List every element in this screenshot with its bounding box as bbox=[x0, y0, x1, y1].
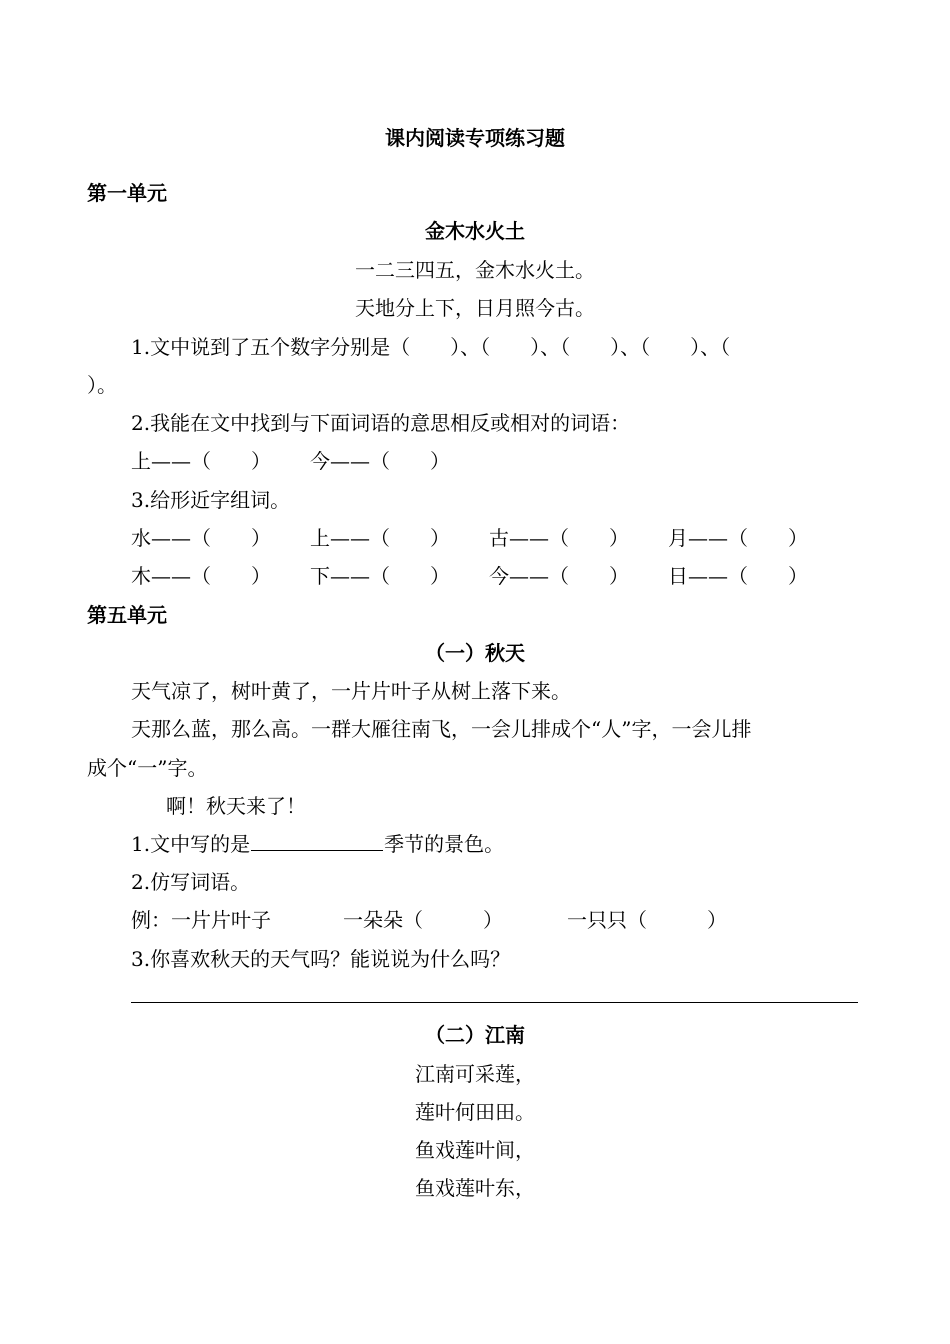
unit1-poem-line-2: 天地分上下，日月照今古。 bbox=[355, 296, 595, 320]
text1-paragraph-1: 天气凉了，树叶黄了，一片片叶子从树上落下来。 bbox=[131, 679, 571, 703]
answer-line bbox=[131, 1002, 858, 1003]
unit1-q3-row2-item-2: 下——（ ） bbox=[310, 564, 450, 588]
text1-question-1-prefix: 1.文中写的是 bbox=[131, 832, 251, 856]
text1-q2-item-2: 一只只（ ） bbox=[567, 908, 727, 932]
text1-paragraph-2-continued: 成个“一”字。 bbox=[87, 756, 208, 780]
unit1-q3-row2-item-4: 日——（ ） bbox=[668, 564, 808, 588]
text1-q2-example: 例：一片片叶子 bbox=[131, 908, 271, 932]
unit1-q3-row1-item-4: 月——（ ） bbox=[668, 526, 808, 550]
unit1-question-3: 3.给形近字组词。 bbox=[131, 488, 291, 512]
text1-question-1-suffix: 季节的景色。 bbox=[384, 832, 505, 856]
unit5-heading: 第五单元 bbox=[87, 603, 167, 627]
unit1-heading: 第一单元 bbox=[87, 181, 167, 205]
unit1-poem-line-1: 一二三四五，金木水火土。 bbox=[355, 258, 595, 282]
unit1-question-1-continued: ）。 bbox=[87, 373, 117, 397]
unit1-q2-item-1: 上——（ ） bbox=[131, 449, 271, 473]
answer-blank[interactable] bbox=[251, 832, 383, 851]
unit1-q2-item-2: 今——（ ） bbox=[310, 449, 450, 473]
text1-question-3: 3.你喜欢秋天的天气吗？能说说为什么吗？ bbox=[131, 947, 511, 971]
text1-question-1 bbox=[131, 831, 504, 857]
unit1-q3-row1-item-3: 古——（ ） bbox=[489, 526, 629, 550]
text2-line-4: 鱼戏莲叶东， bbox=[415, 1176, 535, 1200]
text2-line-3: 鱼戏莲叶间， bbox=[415, 1138, 535, 1162]
text1-question-2: 2.仿写词语。 bbox=[131, 870, 251, 894]
unit1-poem-title: 金木水火土 bbox=[425, 219, 525, 243]
unit1-q3-row2-item-1: 木——（ ） bbox=[131, 564, 271, 588]
text2-title: （二）江南 bbox=[425, 1023, 525, 1047]
unit1-q3-row2-item-3: 今——（ ） bbox=[489, 564, 629, 588]
text1-q2-item-1: 一朵朵（ ） bbox=[343, 908, 503, 932]
text2-line-1: 江南可采莲， bbox=[415, 1062, 535, 1086]
document-title: 课内阅读专项练习题 bbox=[385, 126, 565, 150]
text1-title: （一）秋天 bbox=[425, 641, 525, 665]
unit1-q3-row1-item-2: 上——（ ） bbox=[310, 526, 450, 550]
unit1-question-2: 2.我能在文中找到与下面词语的意思相反或相对的词语： bbox=[131, 411, 631, 435]
unit1-q3-row1-item-1: 水——（ ） bbox=[131, 526, 271, 550]
unit1-question-1: 1.文中说到了五个数字分别是（ ）、（ ）、（ ）、（ ）、（ bbox=[131, 335, 731, 359]
text2-line-2: 莲叶何田田。 bbox=[415, 1100, 535, 1124]
text1-paragraph-3: 啊！秋天来了！ bbox=[166, 794, 306, 818]
text1-paragraph-2: 天那么蓝，那么高。一群大雁往南飞，一会儿排成个“人”字，一会儿排 bbox=[131, 717, 752, 741]
